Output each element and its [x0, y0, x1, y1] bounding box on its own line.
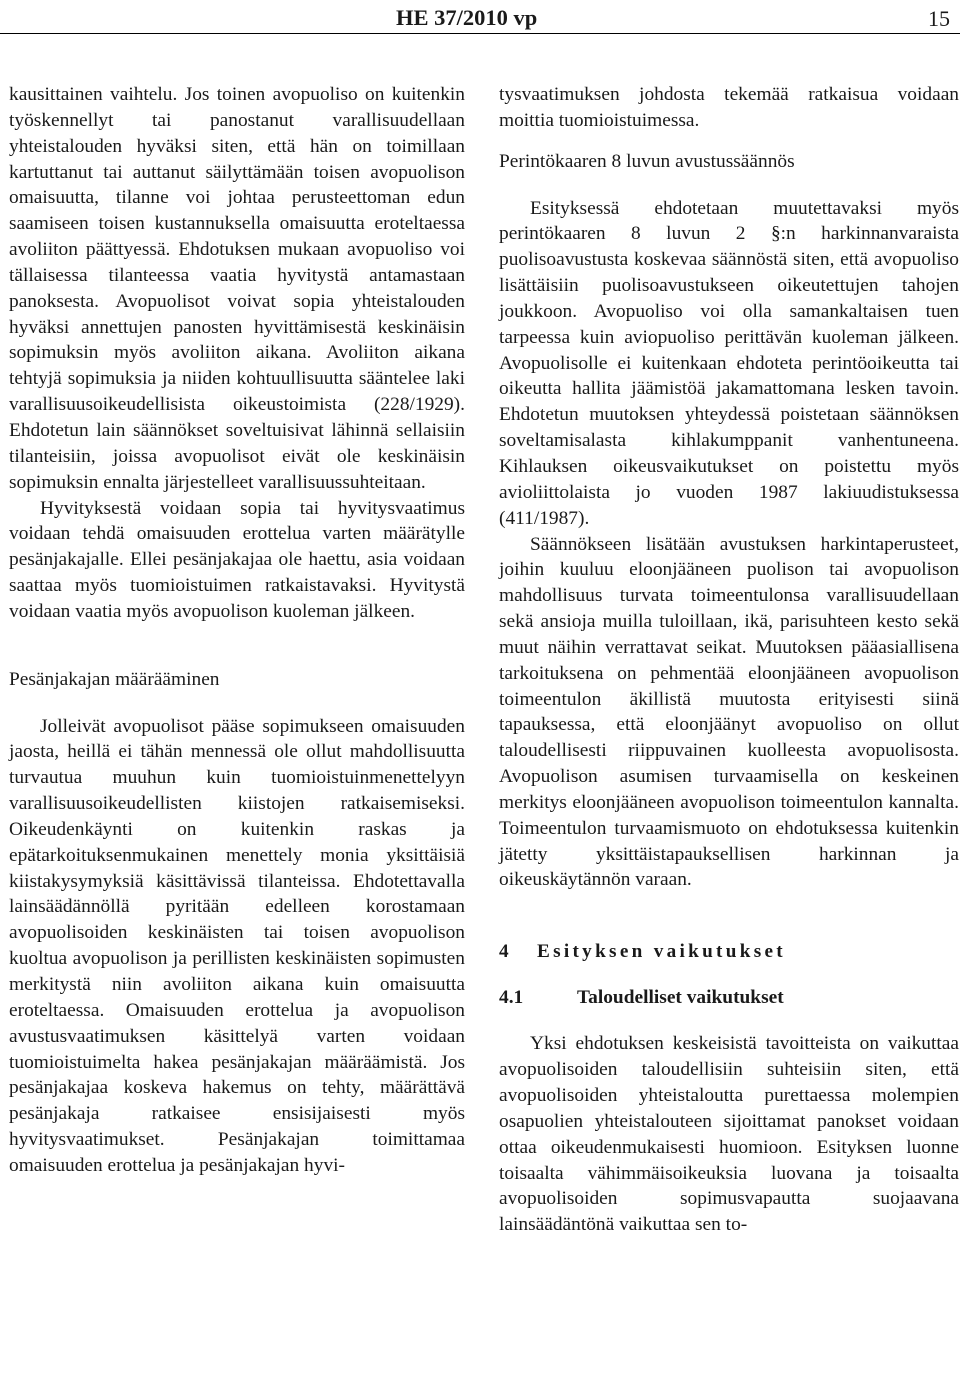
paragraph: Esityksessä ehdotetaan muutettavaksi myös perintökaaren 8 luvun 2 §:n harkinnanvaraista puolisoavustusta koskevaa säännöstä siten, että avopuoliso lisättäisiin puolisoavustukseen oikeutettujen tahojen joukkoon. Avopuoliso voi olla samankaltaisen tuen tarpeessa kuin aviopuoliso perittävän kuoleman jälkeen. Avopuolisolle ei kuitenkaan ehdoteta perintöoikeutta tai oikeutta hallita jäämistöä jakamattomana lesken tavoin. Ehdotetun muutoksen yhteydessä poistetaan säännöksen soveltamisalasta kihlakumppanit vanhentuneena. Kihlauksen oikeusvaikutukset on poistettu myös avioliittolaista jo vuoden 1987 lakiuudistuksessa (411/1987). — [499, 197, 959, 529]
subheading: Pesänjakajan määrääminen — [9, 668, 220, 690]
subsection-number: 4.1 — [499, 987, 524, 1009]
subheading: Perintökaaren 8 luvun avustussäännös — [499, 150, 795, 172]
paragraph: kausittainen vaihtelu. Jos toinen avopuoliso on kuitenkin työskennellyt tai panostanut varallisuudellaan yhteistalouden hyväksi siten, että hän on toimillaan kartuttanut tai auttanut säilyttämään toisen avopuolison omaisuutta, tilanne voi johtaa perusteettoman edun saamiseen toisen kustannuksella omaisuutta eroteltaessa avoliiton päättyessä. Ehdotuksen mukaan avopuoliso voi tällaisessa tilanteessa vaatia hyvitystä antamastaan panoksesta. Avopuolisot voivat sopia yhteistalouden hyväksi annettujen panosten hyvittämisestä keskinäisin sopimuksin myös avoliiton aikana. Avoliiton aikana tehtyjä sopimuksia ja niiden kohtuullisuutta sääntelee laki varallisuusoikeudellisista oikeustoimista (228/1929). Ehdotetun lain säännökset soveltuisivat lähinnä sellaisiin tilanteisiin, joissa avopuolisot eivät ole keskinäisin sopimuksin ennalta järjestelleet varallisuussuhteitaan. — [9, 84, 465, 493]
page-number: 15 — [928, 6, 950, 31]
document-id: HE 37/2010 vp — [396, 5, 538, 30]
paragraph: tysvaatimuksen johdosta tekemää ratkaisua voidaan moittia tuomioistuimessa. — [499, 84, 959, 131]
section-title: Esityksen vaikutukset — [537, 941, 786, 963]
section-heading — [499, 939, 959, 965]
paragraph: Hyvityksestä voidaan sopia tai hyvitysvaatimus voidaan tehdä omaisuuden erottelua varten määrätylle pesänjakajalle. Ellei pesänjakajaa ole haettu, asia voidaan saattaa myös tuomioistuimen ratkaistavaksi. Hyvitystä voidaan vaatia myös avopuolison kuoleman jälkeen. — [9, 497, 465, 622]
left-column — [9, 82, 465, 1179]
paragraph: Säännökseen lisätään avustuksen harkintaperusteet, joihin kuuluu eloonjääneen puolison tai avopuolison mahdollisuus turvata toimeentulonsa varallisuudellaan sekä ansioja muilla tuloillaan, ikä, parisuhteen kesto sekä muut näihin verrattavat seikat. Muutoksen pääasiallisena tarkoituksena on pehmentää eloonjääneen avopuolison toimeentulon äkillistä muutosta erityisesti siinä tapauksessa, että eloonjäänyt avopuoliso on ollut taloudellisesti riippuvainen kuolleesta avopuolisosta. Avopuolison asumisen turvaamisella on keskeinen merkitys eloonjääneen avopuolison toimeentulon kannalta. Toimeentulon turvaamismuoto on ehdotuksessa kuitenkin jätetty yksittäistapauksellisen harkinnan ja oikeuskäytännön varaan. — [499, 533, 959, 891]
right-column — [499, 82, 959, 1238]
subsection-title: Taloudelliset vaikutukset — [577, 987, 784, 1009]
section-number: 4 — [499, 941, 509, 963]
header-rule — [0, 33, 960, 34]
paragraph: Jolleivät avopuolisot pääse sopimukseen omaisuuden jaosta, heillä ei tähän mennessä ole ollut mahdollisuutta turvautua muuhun kuin tuomioistuinmenettelyyn varallisuusoikeudellisten kiistojen ratkaisemiseksi. Oikeudenkäynti on kuitenkin raskas ja epätarkoituksenmukainen menettely monia yksittäisiä kiistakysymyksiä käsittävissä tilanteissa. Ehdotettavalla lainsäädännöllä pyritään edelleen korostamaan avopuolisoiden keskinäisten tai toisen avopuolison kuoltua avopuolison ja perillisten keskinäisten sopimusten merkitystä niin avoliiton aikana kuin omaisuutta eroteltaessa. Omaisuuden erottelua ja avopuolison avustusvaatimuksen käsittelyä varten voidaan tuomioistuimelta hakea pesänjakajan määräämistä. Jos pesänjakajaa koskeva hakemus on tehty, määrättävä pesänjakaja ratkaisee ensisijaisesti myös hyvitysvaatimukset. Pesänjakajan toimittamaa omaisuuden erottelua ja pesänjakajan hyvi- — [9, 715, 465, 1176]
subsection-heading — [499, 985, 959, 1011]
page-header — [0, 2, 960, 32]
paragraph: Yksi ehdotuksen keskeisistä tavoitteista on vaikuttaa avopuolisoiden taloudellisiin suhteisiin siten, että avopuolisoiden yhteistaloutta purettaessa molempien osapuolien yhteistalouteen sijoittamat panokset voidaan ottaa oikeudenmukaisesti huomioon. Esityksen luonne toisaalta vähimmäisoikeuksia luovana ja toisaalta avopuolisoiden sopimusvapautta suojaavana lainsäädäntönä vaikuttaa sen to- — [499, 1033, 959, 1236]
